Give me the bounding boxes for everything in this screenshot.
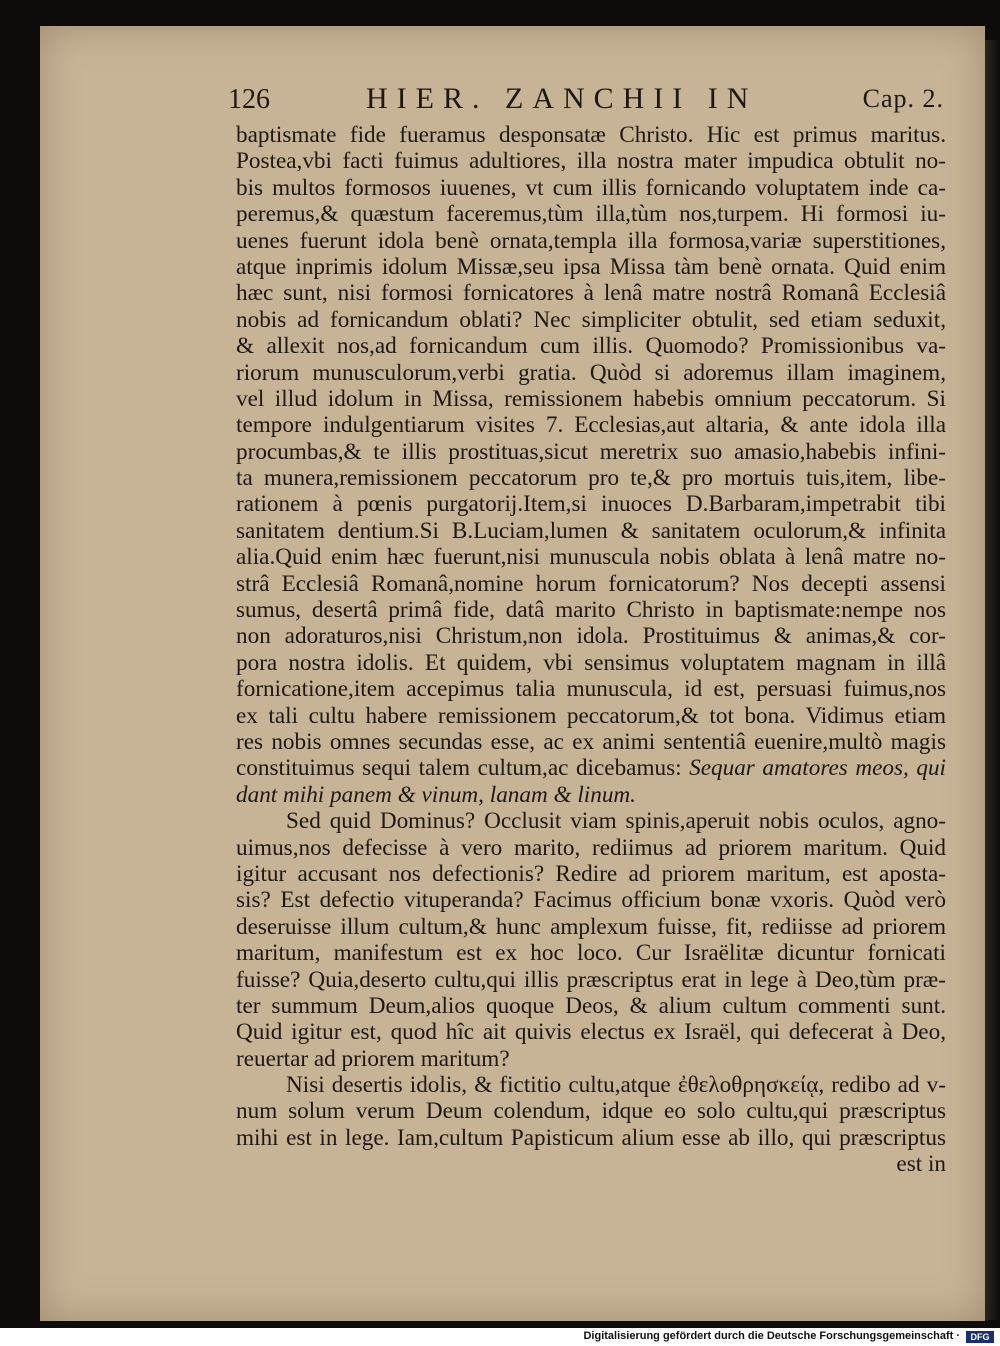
text-line: uenes fuerunt idola benè ornata,templa illa formosa,variæ superstitiones, xyxy=(236,227,946,254)
text-line: & allexit nos,ad fornicandum cum illis. Quomodo? Promissionibus va- xyxy=(236,333,946,360)
paragraph-line: maritum, manifestum est ex hoc loco. Cur Israëlitæ dicuntur fornicati xyxy=(236,940,946,967)
text-line: ex tali cultu habere remissionem peccatorum,& tot bona. Vidimus etiam xyxy=(236,702,946,729)
quote-line: dant mihi panem & vinum, lanam & linum. xyxy=(236,781,636,808)
text-line: bis multos formosos iuuenes, vt cum illis fornicando voluptatem inde ca- xyxy=(236,174,946,201)
paragraph-line: deseruisse illum cultum,& hunc amplexum fuisse, fit, rediisse ad priorem xyxy=(236,913,946,940)
catchword: est in xyxy=(896,1151,946,1178)
page-edge xyxy=(985,40,1000,1320)
text-line: rationem à pœnis purgatorij.Item,si inuoces D.Barbaram,impetrabit tibi xyxy=(236,491,946,518)
dfg-logo-icon: DFG xyxy=(966,1331,994,1343)
text-line: peremus,& quæstum faceremus,tùm illa,tùm nos,turpem. Hi formosi iu- xyxy=(236,201,946,228)
text-line: strâ Ecclesiâ Romanâ,nomine horum fornicatorum? Nos decepti assensi xyxy=(236,570,946,597)
text-line: fornicatione,item accepimus talia munuscula, id est, persuasi fuimus,nos xyxy=(236,676,946,703)
paragraph-line: mihi est in lege. Iam,cultum Papisticum alium esse ab illo, qui præscriptus xyxy=(236,1124,946,1151)
digitization-footer xyxy=(0,1328,1000,1346)
paragraph-line: reuertar ad priorem maritum? xyxy=(236,1045,510,1072)
text-line: sanitatem dentium.Si B.Luciam,lumen & sanitatem oculorum,& infinita xyxy=(236,517,946,544)
chapter-label: Cap. 2. xyxy=(862,84,944,113)
text-line: atque inprimis idolum Missæ,seu ipsa Missa tàm benè ornata. Quid enim xyxy=(236,253,946,280)
paragraph-line: sis? Est defectio vituperanda? Facimus officium bonæ vxoris. Quòd verò xyxy=(236,887,946,914)
text-line: sumus, desertâ primâ fide, datâ marito Christo in baptismate:nempe nos xyxy=(236,597,946,624)
text-line: procumbas,& te illis prostituas,sicut meretrix suo amasio,habebis infini- xyxy=(236,438,946,465)
text-line: non adoraturos,nisi Christum,non idola. Prostituimus & animas,& cor- xyxy=(236,623,946,650)
text-line: Postea,vbi facti fuimus adultiores, illa nostra mater impudica obtulit no- xyxy=(236,148,946,175)
paragraph-line: igitur accusant nos defectionis? Redire ad priorem maritum, est aposta- xyxy=(236,860,946,887)
text-fragment: constituimus sequi talem cultum,ac dicebamus: xyxy=(236,755,682,782)
text-line: vel illud idolum in Missa, remissionem habebis omnium peccatorum. Si xyxy=(236,385,946,412)
text-line: nobis ad fornicandum oblati? Nec simpliciter obtulit, sed etiam seduxit, xyxy=(236,306,946,333)
running-header xyxy=(228,82,948,122)
text-line-with-quote xyxy=(236,755,946,781)
text-line: res nobis omnes secundas esse, ac ex animi sententiâ euenire,multò magis xyxy=(236,728,946,755)
paragraph-line: Nisi desertis idolis, & fictitio cultu,atque ἐθελοθρησκείᾳ, redibo ad v- xyxy=(286,1072,946,1099)
text-line: pora nostra idolis. Et quidem, vbi sensimus voluptatem magnam in illâ xyxy=(236,649,946,676)
text-line: ta munera,remissionem peccatorum pro te,& pro mortuis tuis,item, libe- xyxy=(236,465,946,492)
paragraph-line: Sed quid Dominus? Occlusit viam spinis,aperuit nobis oculos, agno- xyxy=(286,808,946,835)
text-line: tempore indulgentiarum visites 7. Ecclesias,aut altaria, & ante idola illa xyxy=(236,412,946,439)
body-text xyxy=(236,122,946,1178)
paragraph-line: num solum verum Deum colendum, idque eo solo cultu,qui præscriptus xyxy=(236,1098,946,1125)
quote-text: Sequar amatores meos, qui xyxy=(689,755,947,782)
running-title: HIER. ZANCHII IN xyxy=(366,82,758,115)
paragraph-line: fuisse? Quia,deserto cultu,qui illis præscriptus erat in lege à Deo,tùm præ- xyxy=(236,966,946,993)
page-number: 126 xyxy=(228,84,270,115)
footer-credit: Digitalisierung gefördert durch die Deutsche Forschungsgemeinschaft · xyxy=(583,1330,960,1342)
paragraph-line: ter summum Deum,alios quoque Deos, & alium cultum commenti sunt. xyxy=(236,992,946,1019)
text-line: riorum munusculorum,verbi gratia. Quòd si adoremus illam imaginem, xyxy=(236,359,946,386)
text-line: baptismate fide fueramus desponsatæ Christo. Hic est primus maritus. xyxy=(236,122,946,148)
text-line: alia.Quid enim hæc fuerunt,nisi munuscula nobis oblata à lenâ matre no- xyxy=(236,544,946,571)
paragraph-line: Quid igitur est, quod hîc ait quivis electus ex Israël, qui defecerat à Deo, xyxy=(236,1019,946,1046)
paragraph-line: uimus,nos defecisse à vero marito, rediimus ad priorem maritum. Quid xyxy=(236,834,946,861)
text-line: hæc sunt, nisi formosi fornicatores à lenâ matre nostrâ Romanâ Ecclesiâ xyxy=(236,280,946,307)
